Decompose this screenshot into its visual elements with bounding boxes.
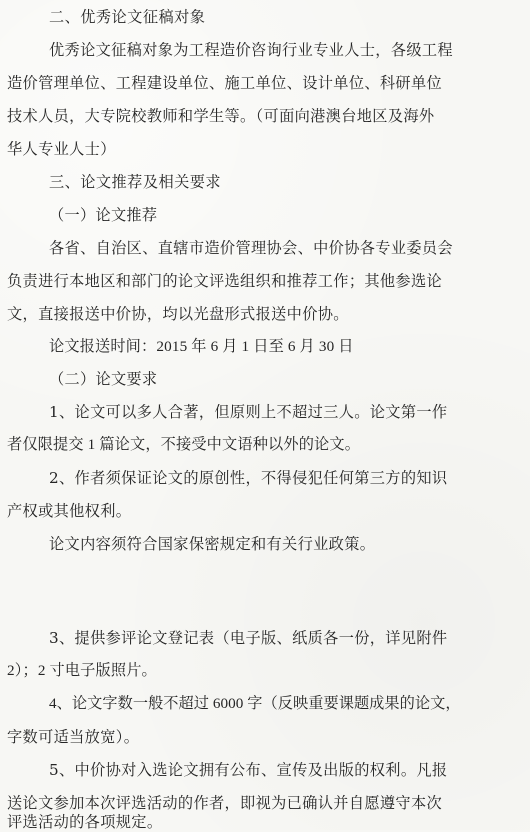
word-count-requirement-line-2: 字数可适当放宽）。 (7, 728, 140, 746)
submission-time: 论文报送时间：2015 年 6 月 1 日至 6 月 30 日 (49, 338, 354, 355)
requirement-line-4: 产权或其他权利。 (7, 502, 132, 520)
requirement-line-5: 论文内容须符合国家保密规定和有关行业政策。 (49, 535, 376, 553)
rights-requirement-line-1: 5、中价协对入选论文拥有公布、宣传及出版的权利。凡报 (49, 761, 448, 779)
section-3-title: 三、论文推荐及相关要求 (49, 173, 222, 191)
word-count-requirement-line-1: 4、论文字数一般不超过 6000 字（反映重要课题成果的论文， (49, 695, 461, 712)
requirement-line-2: 者仅限提交 1 篇论文，不接受中文语种以外的论文。 (7, 436, 361, 453)
attachment-requirement-line-2: 2）；2 寸电子版照片。 (7, 662, 157, 679)
section-2-paragraph-line-3: 技术人员，大专院校教师和学生等。（可面向港澳台地区及海外 (7, 107, 435, 125)
section-2-paragraph-line-4: 华人专业人士） (7, 140, 116, 158)
rights-requirement-line-2: 送论文参加本次评选活动的作者，即视为已确认并自愿遵守本次 (7, 794, 443, 812)
attachment-requirement-line-1: 3、提供参评论文登记表（电子版、纸质各一份，详见附件 (49, 629, 448, 647)
section-2-title: 二、优秀论文征稿对象 (49, 8, 206, 26)
requirement-line-1: 1、论文可以多人合著，但原则上不超过三人。论文第一作 (49, 403, 448, 421)
section-2-paragraph-line-1: 优秀论文征稿对象为工程造价咨询行业专业人士，各级工程 (49, 41, 453, 59)
section-2-paragraph-line-2: 造价管理单位、工程建设单位、施工单位、设计单位、科研单位 (7, 74, 443, 92)
recommendation-paragraph-line-3: 文，直接报送中价协，均以光盘形式报送中价协。 (7, 305, 349, 323)
recommendation-paragraph-line-1: 各省、自治区、直辖市造价管理协会、中价协各专业委员会 (49, 239, 453, 257)
requirement-line-3: 2、作者须保证论文的原创性，不得侵犯任何第三方的知识 (49, 469, 448, 487)
recommendation-paragraph-line-2: 负责进行本地区和部门的论文评选组织和推荐工作；其他参选论 (7, 272, 443, 290)
subsection-1-title: （一）论文推荐 (49, 206, 158, 224)
rights-requirement-line-3: 评选活动的各项规定。 (7, 813, 163, 831)
subsection-2-title: （二）论文要求 (49, 370, 158, 388)
